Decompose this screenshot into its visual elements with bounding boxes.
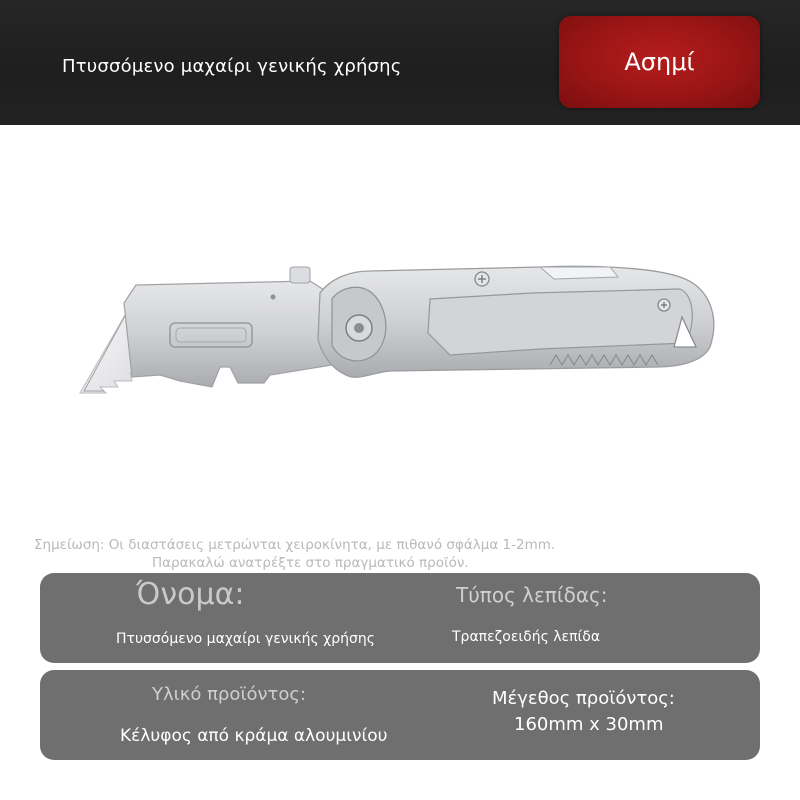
blade-type-value: Τραπεζοειδής λεπίδα <box>452 629 601 645</box>
measurement-note-line2: Παρακαλώ ανατρέξτε στο πραγματικό προϊόν. <box>152 555 469 571</box>
product-image <box>70 255 730 410</box>
size-value: 160mm x 30mm <box>514 714 664 735</box>
folding-utility-knife-icon <box>70 255 730 410</box>
header-banner <box>0 0 800 125</box>
spec-card-material-size <box>40 670 760 760</box>
name-value: Πτυσσόμενο μαχαίρι γενικής χρήσης <box>116 631 375 647</box>
blade-type-label: Τύπος λεπίδας: <box>456 583 608 607</box>
spec-card-name-blade <box>40 573 760 663</box>
size-label: Μέγεθος προϊόντος: <box>492 688 675 709</box>
name-label: Όνομα: <box>136 577 245 612</box>
product-title: Πτυσσόμενο μαχαίρι γενικής χρήσης <box>62 56 402 77</box>
material-value: Κέλυφος από κράμα αλουμινίου <box>120 726 388 746</box>
material-label: Υλικό προϊόντος: <box>152 684 306 705</box>
measurement-note: Σημείωση: Οι διαστάσεις μετρώνται χειροκίνητα, με πιθανό σφάλμα 1-2mm. <box>34 537 556 553</box>
color-option-button[interactable]: Ασημί <box>559 16 760 108</box>
